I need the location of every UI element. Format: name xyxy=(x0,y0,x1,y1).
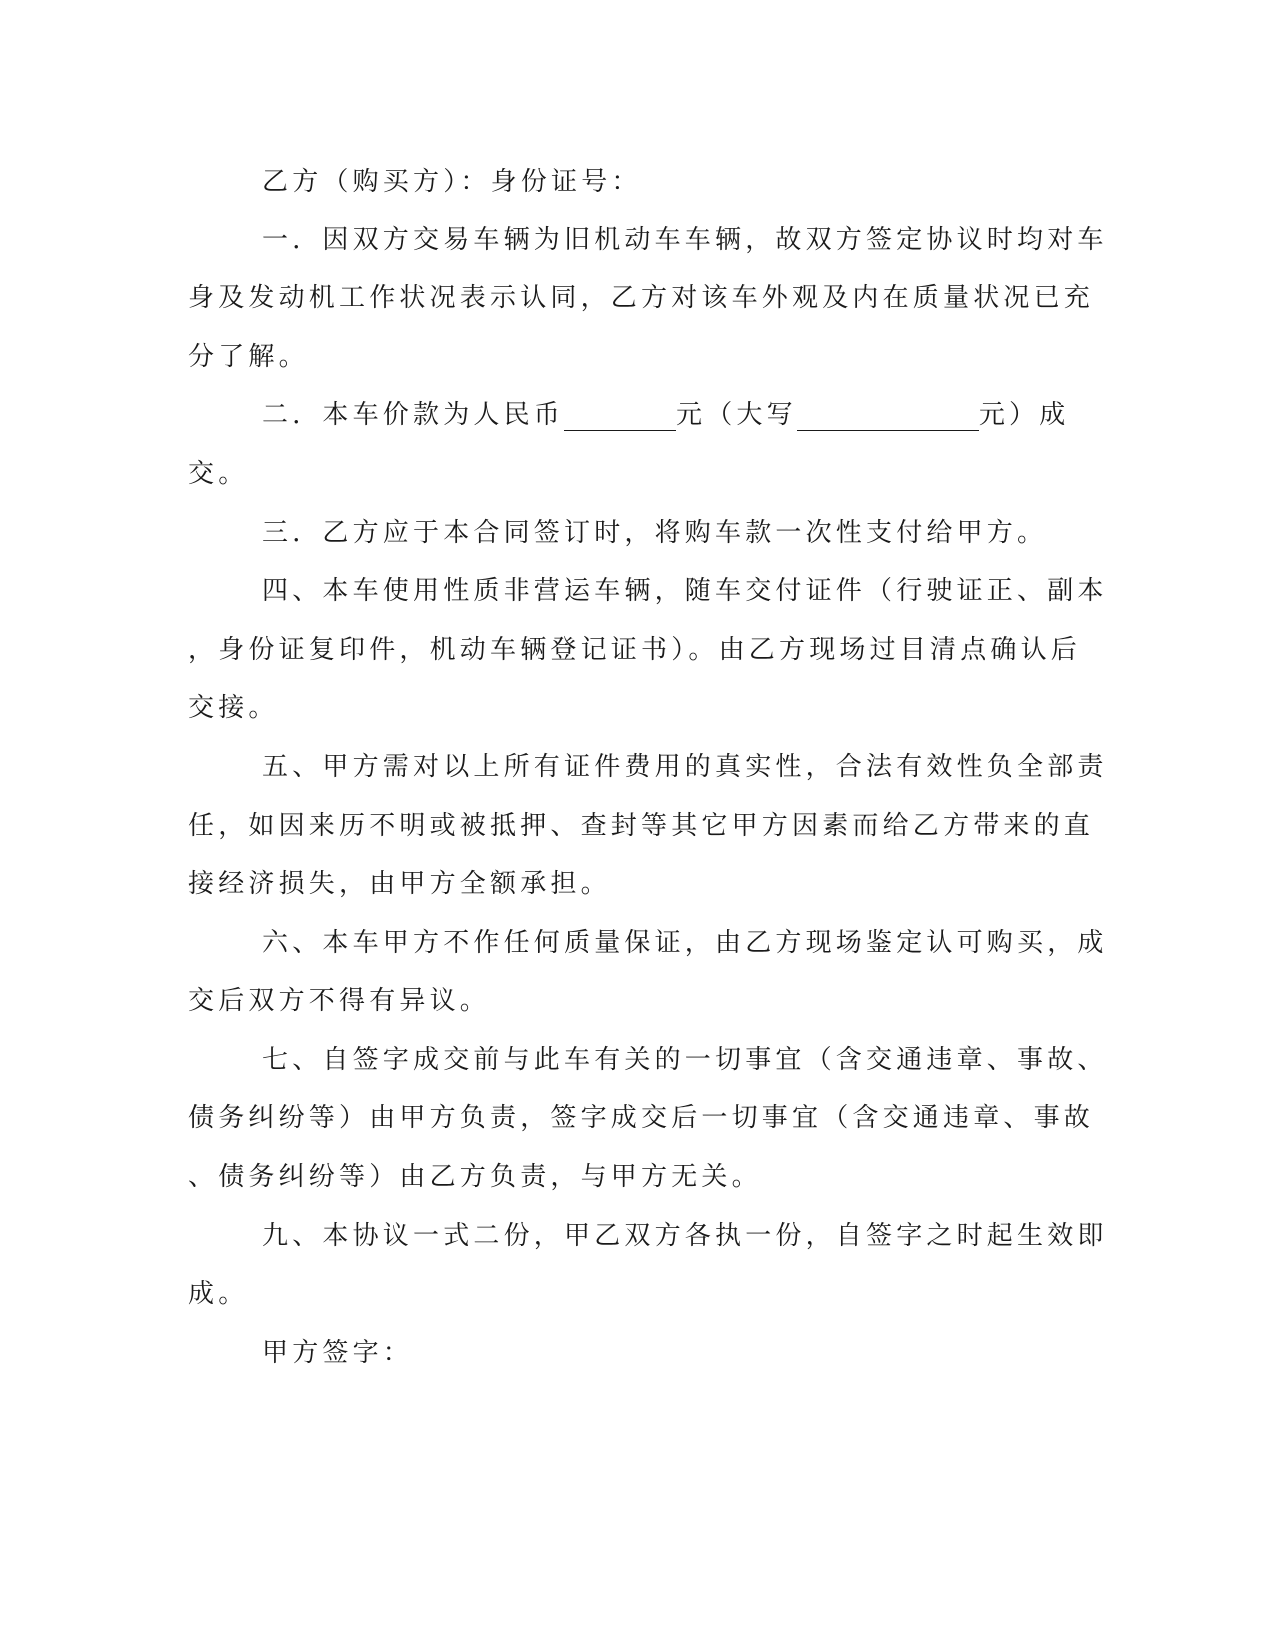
party-a-signature-label: 甲方签字： xyxy=(262,1338,414,1368)
clause-1-line-3: 分了解。 xyxy=(188,342,309,372)
price-end-label: 元）成 xyxy=(978,400,1070,430)
price-upper-blank xyxy=(797,400,979,431)
clause-5-line-3: 接经济损失，由甲方全额承担。 xyxy=(188,869,611,899)
clause-9-line-2: 成。 xyxy=(188,1279,249,1309)
clause-7-line-3: 、债务纠纷等）由乙方负责，与甲方无关。 xyxy=(188,1162,762,1192)
clause-4-line-3: 交接。 xyxy=(188,693,279,723)
clause-1-line-2: 身及发动机工作状况表示认同，乙方对该车外观及内在质量状况已充 xyxy=(188,283,1095,313)
price-blank xyxy=(564,400,676,431)
clause-7-line-1: 七、自签字成交前与此车有关的一切事宜（含交通违章、事故、 xyxy=(262,1045,1108,1075)
clause-7-line-2: 债务纠纷等）由甲方负责，签字成交后一切事宜（含交通违章、事故 xyxy=(188,1103,1095,1133)
clause-6-line-2: 交后双方不得有异议。 xyxy=(188,986,491,1016)
clause-9-line-1: 九、本协议一式二份，甲乙双方各执一份，自签字之时起生效即 xyxy=(262,1221,1108,1251)
clause-4-line-2: ，身份证复印件，机动车辆登记证书）。由乙方现场过目清点确认后 xyxy=(188,635,1082,665)
clause-2-line-2: 交。 xyxy=(188,459,249,489)
price-label: 二．本车价款为人民币 xyxy=(262,400,565,430)
price-upper-label: 元（大写 xyxy=(676,400,797,430)
clause-5-line-1: 五、甲方需对以上所有证件费用的真实性，合法有效性负全部责 xyxy=(262,752,1108,782)
clause-6-line-1: 六、本车甲方不作任何质量保证，由乙方现场鉴定认可购买，成 xyxy=(262,928,1108,958)
clause-2-line-1 xyxy=(262,393,1162,437)
clause-5-line-2: 任，如因来历不明或被抵押、查封等其它甲方因素而给乙方带来的直 xyxy=(188,811,1095,841)
clause-1-line-1: 一．因双方交易车辆为旧机动车车辆，故双方签定协议时均对车 xyxy=(262,225,1108,255)
buyer-id-line: 乙方（购买方）：身份证号： xyxy=(262,167,642,197)
clause-3-line-1: 三．乙方应于本合同签订时，将购车款一次性支付给甲方。 xyxy=(262,518,1048,548)
clause-4-line-1: 四、本车使用性质非营运车辆，随车交付证件（行驶证正、副本 xyxy=(262,576,1108,606)
